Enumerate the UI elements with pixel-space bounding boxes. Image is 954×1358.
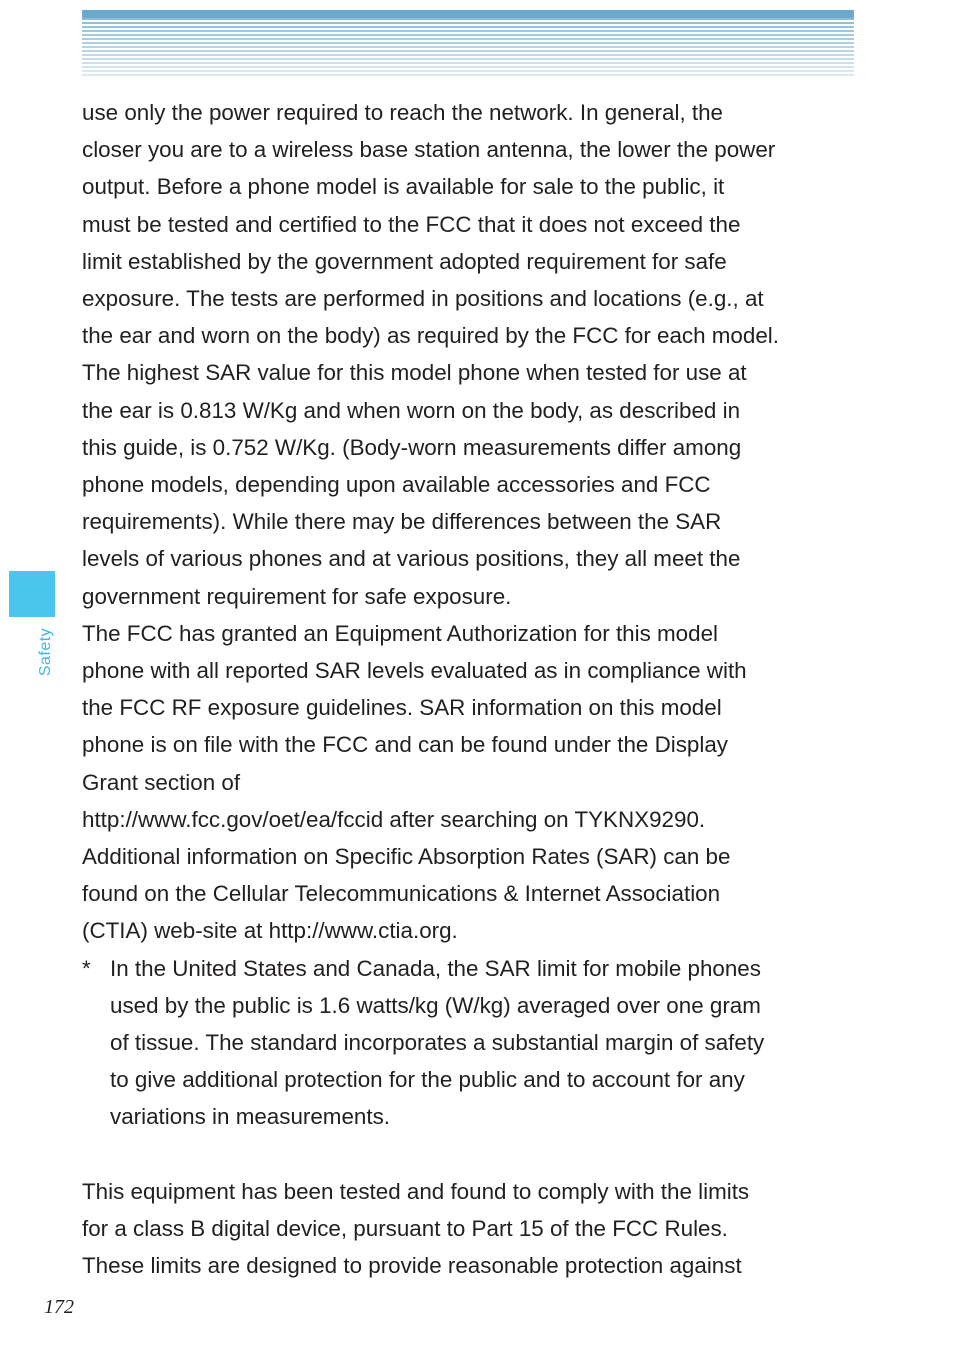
footnote-asterisk: * (82, 955, 91, 981)
paragraph-fcc-authorization (82, 615, 858, 950)
text-line: the ear and worn on the body) as required by the FCC for each model. (82, 323, 779, 349)
text-line: These limits are designed to provide reasonable protection against (82, 1253, 742, 1279)
text-line: phone with all reported SAR levels evaluated as in compliance with (82, 658, 747, 684)
text-line: of tissue. The standard incorporates a substantial margin of safety (110, 1030, 765, 1056)
text-line: requirements). While there may be differences between the SAR (82, 509, 722, 535)
text-line: used by the public is 1.6 watts/kg (W/kg) averaged over one gram (110, 992, 761, 1018)
text-line: this guide, is 0.752 W/Kg. (Body-worn measurements differ among (82, 434, 742, 460)
text-line: levels of various phones and at various positions, they all meet the (82, 546, 741, 572)
text-line: to give additional protection for the public and to account for any (110, 1067, 745, 1093)
section-tab-label: Safety (37, 627, 54, 677)
text-line: (CTIA) web-site at http://www.ctia.org. (82, 918, 458, 944)
text-line: variations in measurements. (110, 1104, 391, 1130)
text-line: the ear is 0.813 W/Kg and when worn on the body, as described in (82, 397, 741, 423)
footnote-sar-limit (82, 950, 858, 1136)
section-tab-marker (9, 571, 55, 617)
text-line: phone models, depending upon available accessories and FCC (82, 472, 711, 498)
text-line: http://www.fcc.gov/oet/ea/fccid after searching on TYKNX9290. (82, 806, 706, 832)
text-line: the FCC RF exposure guidelines. SAR information on this model (82, 695, 722, 721)
text-line: must be tested and certified to the FCC that it does not exceed the (82, 211, 741, 237)
paragraph-class-b-compliance (82, 1173, 858, 1285)
paragraph-gap (82, 1136, 858, 1173)
footnote-text (110, 950, 858, 1136)
text-line: output. Before a phone model is available for sale to the public, it (82, 174, 725, 200)
text-line: phone is on file with the FCC and can be found under the Display (82, 732, 728, 758)
text-line: for a class B digital device, pursuant to Part 15 of the FCC Rules. (82, 1216, 728, 1242)
header-top-bar (82, 10, 854, 18)
text-line: government requirement for safe exposure. (82, 583, 512, 609)
header-stripe-band (82, 10, 854, 78)
page-number: 172 (44, 1296, 74, 1318)
text-line: Additional information on Specific Absorption Rates (SAR) can be (82, 844, 731, 870)
text-line: found on the Cellular Telecommunications & Internet Association (82, 881, 721, 907)
text-line: Grant section of (82, 769, 241, 795)
text-line: In the United States and Canada, the SAR limit for mobile phones (110, 955, 761, 981)
text-line: closer you are to a wireless base station antenna, the lower the power (82, 137, 776, 163)
text-line: limit established by the government adopted requirement for safe (82, 248, 727, 274)
text-line: use only the power required to reach the network. In general, the (82, 100, 724, 125)
text-line: exposure. The tests are performed in positions and locations (e.g., at (82, 286, 764, 312)
paragraph-sar-testing (82, 94, 858, 615)
text-line: This equipment has been tested and found to comply with the limits (82, 1178, 750, 1204)
page-body (82, 94, 858, 1284)
text-line: The FCC has granted an Equipment Authorization for this model (82, 620, 718, 646)
text-line: The highest SAR value for this model phone when tested for use at (82, 360, 747, 386)
